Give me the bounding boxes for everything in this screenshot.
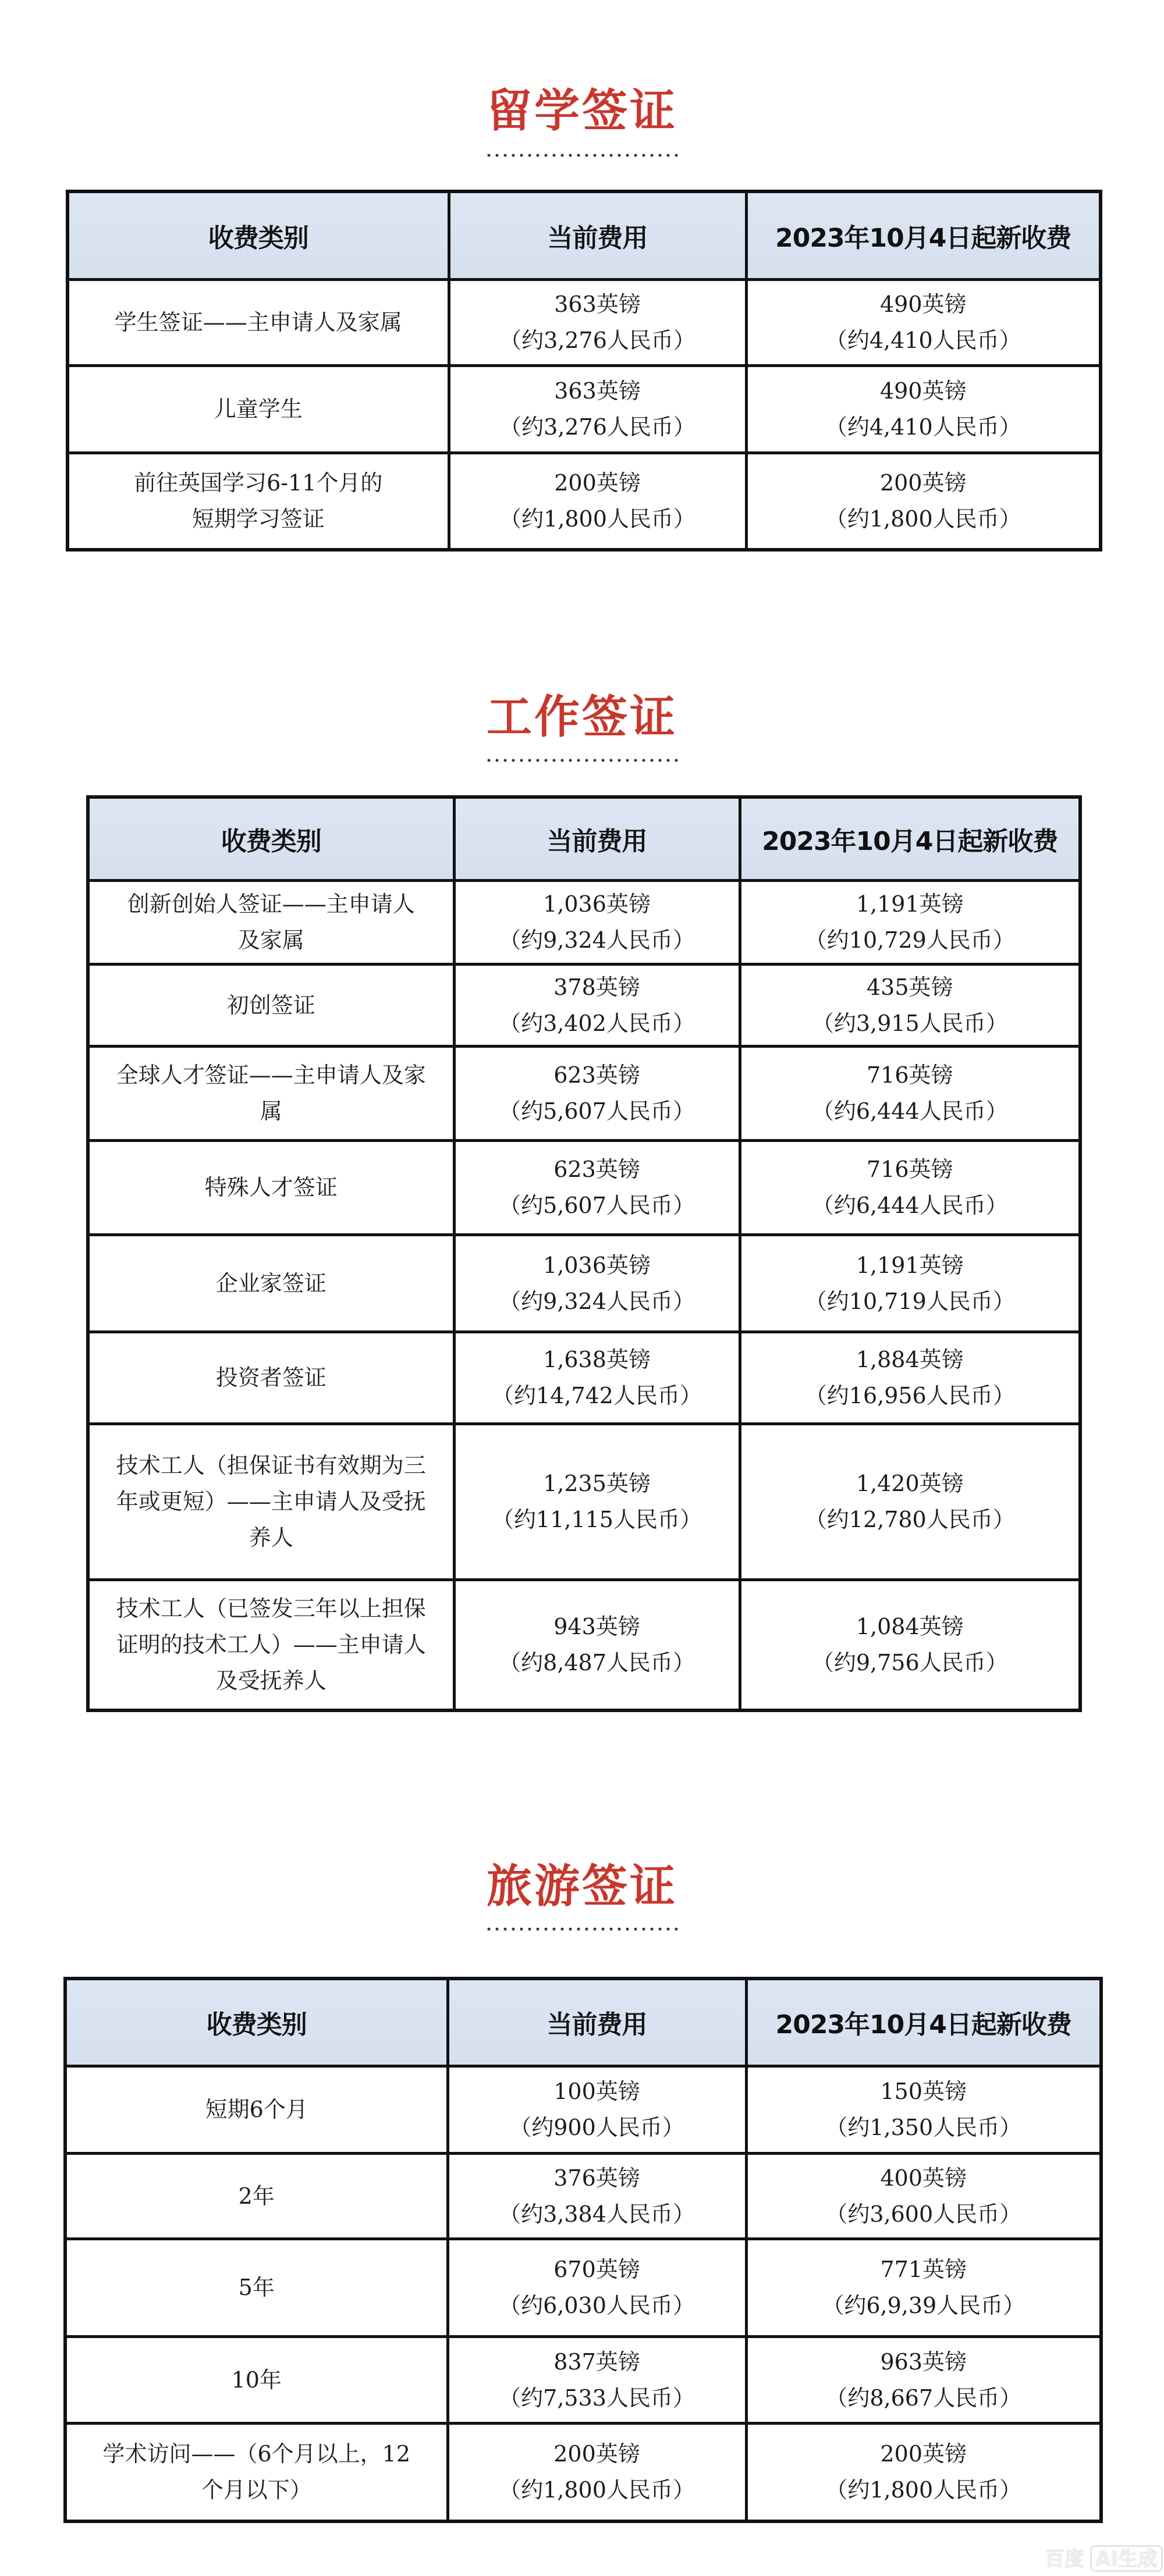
table-row [65, 2336, 1101, 2423]
table-row [88, 1140, 1080, 1234]
header-new-fee: 2023年10月4日起新收费 [746, 1979, 1101, 2066]
header-current-fee: 当前费用 [449, 191, 746, 279]
current-fee-cell: 1,036英镑 （约9,324人民币） [454, 1234, 740, 1332]
baidu-ai-watermark [1045, 2542, 1163, 2571]
table-row [65, 2423, 1101, 2521]
section-title-work-visa: 工作签证 [486, 691, 677, 743]
fee-category-cell: 全球人才签证——主申请人及家 属 [88, 1046, 454, 1140]
current-fee-cell: 837英镑 （约7,533人民币） [448, 2336, 746, 2423]
fee-category-cell: 初创签证 [88, 964, 454, 1046]
new-fee-cell: 200英镑 （约1,800人民币） [746, 453, 1101, 550]
new-fee-cell: 716英镑 （约6,444人民币） [740, 1140, 1080, 1234]
fee-category-cell: 企业家签证 [88, 1234, 454, 1332]
title-dotted-divider [485, 153, 683, 158]
new-fee-cell: 1,420英镑 （约12,780人民币） [740, 1424, 1080, 1579]
current-fee-cell: 376英镑 （约3,384人民币） [448, 2153, 746, 2239]
fee-category-cell: 前往英国学习6-11个月的 短期学习签证 [68, 453, 449, 550]
table-row [88, 1046, 1080, 1140]
current-fee-cell: 1,036英镑 （约9,324人民币） [454, 880, 740, 964]
table-row [88, 1332, 1080, 1424]
title-dotted-divider [485, 758, 683, 763]
watermark-brand: 百度 [1045, 2547, 1084, 2570]
table-row [88, 880, 1080, 964]
fee-category-cell: 短期6个月 [65, 2066, 448, 2153]
current-fee-cell: 100英镑 （约900人民币） [448, 2066, 746, 2153]
fee-category-cell: 2年 [65, 2153, 448, 2239]
fee-category-cell: 学生签证——主申请人及家属 [68, 279, 449, 365]
table-row [68, 365, 1101, 453]
section-title-study-visa: 留学签证 [486, 85, 677, 137]
work-visa-fee-table [86, 795, 1082, 1712]
table-row [65, 2153, 1101, 2239]
table-row [88, 1579, 1080, 1710]
table-row [88, 1424, 1080, 1579]
new-fee-cell: 963英镑 （约8,667人民币） [746, 2336, 1101, 2423]
table-header-row [65, 1979, 1101, 2066]
new-fee-cell: 771英镑 （约6,9,39人民币） [746, 2239, 1101, 2336]
current-fee-cell: 200英镑 （约1,800人民币） [449, 453, 746, 550]
fee-category-cell: 特殊人才签证 [88, 1140, 454, 1234]
watermark-ai-badge: AI生成 [1090, 2545, 1163, 2572]
current-fee-cell: 1,638英镑 （约14,742人民币） [454, 1332, 740, 1424]
title-dotted-divider [485, 1927, 683, 1931]
table-row [88, 964, 1080, 1046]
table-header-row [88, 797, 1080, 880]
new-fee-cell: 435英镑 （约3,915人民币） [740, 964, 1080, 1046]
new-fee-cell: 1,191英镑 （约10,729人民币） [740, 880, 1080, 964]
fee-category-cell: 学术访问——（6个月以上，12 个月以下） [65, 2423, 448, 2521]
new-fee-cell: 1,084英镑 （约9,756人民币） [740, 1579, 1080, 1710]
fee-category-cell: 儿童学生 [68, 365, 449, 453]
new-fee-cell: 150英镑 （约1,350人民币） [746, 2066, 1101, 2153]
current-fee-cell: 943英镑 （约8,487人民币） [454, 1579, 740, 1710]
current-fee-cell: 363英镑 （约3,276人民币） [449, 279, 746, 365]
current-fee-cell: 670英镑 （约6,030人民币） [448, 2239, 746, 2336]
section-title-tourist-visa: 旅游签证 [486, 1860, 677, 1913]
new-fee-cell: 1,191英镑 （约10,719人民币） [740, 1234, 1080, 1332]
fee-category-cell: 投资者签证 [88, 1332, 454, 1424]
current-fee-cell: 363英镑 （约3,276人民币） [449, 365, 746, 453]
fee-category-cell: 5年 [65, 2239, 448, 2336]
fee-category-cell: 技术工人（已签发三年以上担保 证明的技术工人）——主申请人 及受抚养人 [88, 1579, 454, 1710]
header-fee-category: 收费类别 [88, 797, 454, 880]
tourist-visa-fee-table [63, 1977, 1103, 2523]
current-fee-cell: 623英镑 （约5,607人民币） [454, 1046, 740, 1140]
table-row [65, 2239, 1101, 2336]
new-fee-cell: 490英镑 （约4,410人民币） [746, 279, 1101, 365]
header-new-fee: 2023年10月4日起新收费 [746, 191, 1101, 279]
table-row [65, 2066, 1101, 2153]
table-row [68, 279, 1101, 365]
header-current-fee: 当前费用 [448, 1979, 746, 2066]
new-fee-cell: 716英镑 （约6,444人民币） [740, 1046, 1080, 1140]
study-visa-fee-table [66, 190, 1102, 552]
current-fee-cell: 623英镑 （约5,607人民币） [454, 1140, 740, 1234]
current-fee-cell: 200英镑 （约1,800人民币） [448, 2423, 746, 2521]
new-fee-cell: 200英镑 （约1,800人民币） [746, 2423, 1101, 2521]
header-fee-category: 收费类别 [65, 1979, 448, 2066]
current-fee-cell: 1,235英镑 （约11,115人民币） [454, 1424, 740, 1579]
fee-category-cell: 技术工人（担保证书有效期为三 年或更短）——主申请人及受抚 养人 [88, 1424, 454, 1579]
table-header-row [68, 191, 1101, 279]
header-current-fee: 当前费用 [454, 797, 740, 880]
new-fee-cell: 1,884英镑 （约16,956人民币） [740, 1332, 1080, 1424]
header-fee-category: 收费类别 [68, 191, 449, 279]
header-new-fee: 2023年10月4日起新收费 [740, 797, 1080, 880]
fee-category-cell: 创新创始人签证——主申请人 及家属 [88, 880, 454, 964]
new-fee-cell: 400英镑 （约3,600人民币） [746, 2153, 1101, 2239]
fee-category-cell: 10年 [65, 2336, 448, 2423]
new-fee-cell: 490英镑 （约4,410人民币） [746, 365, 1101, 453]
table-row [68, 453, 1101, 550]
current-fee-cell: 378英镑 （约3,402人民币） [454, 964, 740, 1046]
table-row [88, 1234, 1080, 1332]
